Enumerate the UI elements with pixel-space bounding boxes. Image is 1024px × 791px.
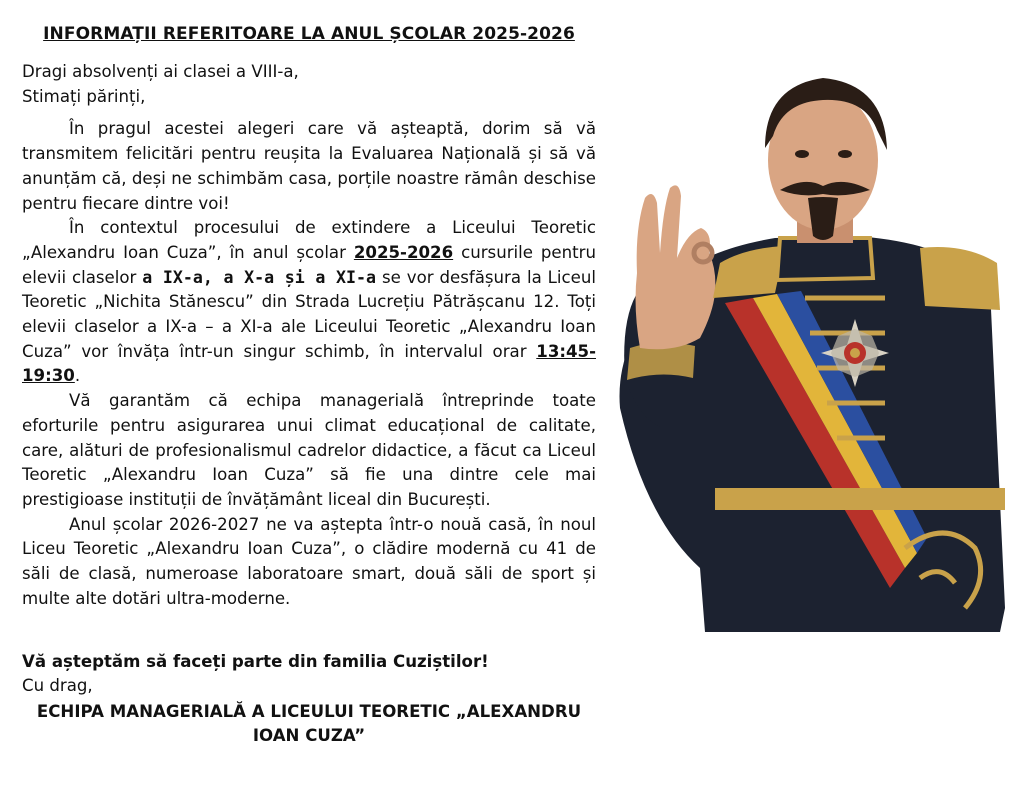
page-title: INFORMAȚII REFERITOARE LA ANUL ȘCOLAR 2025-2026 <box>43 24 575 44</box>
greeting-line-1: Dragi absolvenți ai clasei a VIII-a, <box>22 62 299 81</box>
invitation-line: Vă așteptăm să faceți parte din familia Cuziștilor! <box>22 652 489 671</box>
paragraph-congratulations: În pragul acestei alegeri care vă așteaptă, dorim să vă transmitem felicitări pentru reușita la Evaluarea Națională și să vă anunțăm că, deși ne schimbăm casa, porțile noastre rămân deschise pentru fiecare dintre voi! <box>22 119 596 213</box>
regards-line: Cu drag, <box>22 676 93 695</box>
right-eye <box>838 150 852 158</box>
portrait-illustration <box>605 48 1015 632</box>
classes-highlight: a IX-a, a X-a și a XI-a <box>142 267 377 287</box>
signature: ECHIPA MANAGERIALĂ A LICEULUI TEORETIC „ALEXANDRU IOAN CUZA” <box>36 702 582 745</box>
epaulette-right <box>920 247 1000 310</box>
paragraph-guarantee: Vă garantăm că echipa managerială întreprinde toate eforturile pentru asigurarea unui climat educațional de calitate, care, alături de profesionalismul cadrelor didactice, a făcut ca Liceul Teoretic „Alexandru Ioan Cuza” să fie una dintre cele mai prestigioase instituții de învățământ liceal din București. <box>22 391 596 509</box>
paragraph-extension-text-4: . <box>74 366 81 386</box>
hand-ok-gesture <box>636 185 716 349</box>
hours-highlight: 13:45-19:30 <box>22 341 596 386</box>
paragraph-new-building: Anul școlar 2026-2027 ne va aștepta într-o nouă casă, în noul Liceu Teoretic „Alexandru Ioan Cuza”, o clădire modernă cu 41 de săli de clasă, numeroase laboratoare smart, două săli de sport și multe alte dotări ultra-moderne. <box>22 514 596 608</box>
high-collar <box>777 238 873 280</box>
left-eye <box>795 150 809 158</box>
paragraph-extension-text-2: cursurile pentru elevii claselor <box>22 242 597 287</box>
school-year-highlight: 2025-2026 <box>353 242 454 262</box>
closing-block <box>22 650 596 748</box>
paragraph-extension <box>22 216 596 389</box>
gold-belt <box>715 488 1005 510</box>
paragraph-extension-text-1: În contextul procesului de extindere a Liceului Teoretic „Alexandru Ioan Cuza”, în anul școlar <box>22 218 596 262</box>
greeting-line-2: Stimați părinți, <box>22 86 146 106</box>
letter-body <box>22 60 596 611</box>
paragraph-extension-text-3: se vor desfășura la Liceul Teoretic „Nichita Stănescu” din Strada Lucrețiu Pătrășcanu 12. Toți elevii claselor a IX-a – a XI-a ale Liceului Teoretic „Alexandru Ioan Cuza” vor învăța într-un singur schimb, în intervalul orar <box>22 267 596 361</box>
